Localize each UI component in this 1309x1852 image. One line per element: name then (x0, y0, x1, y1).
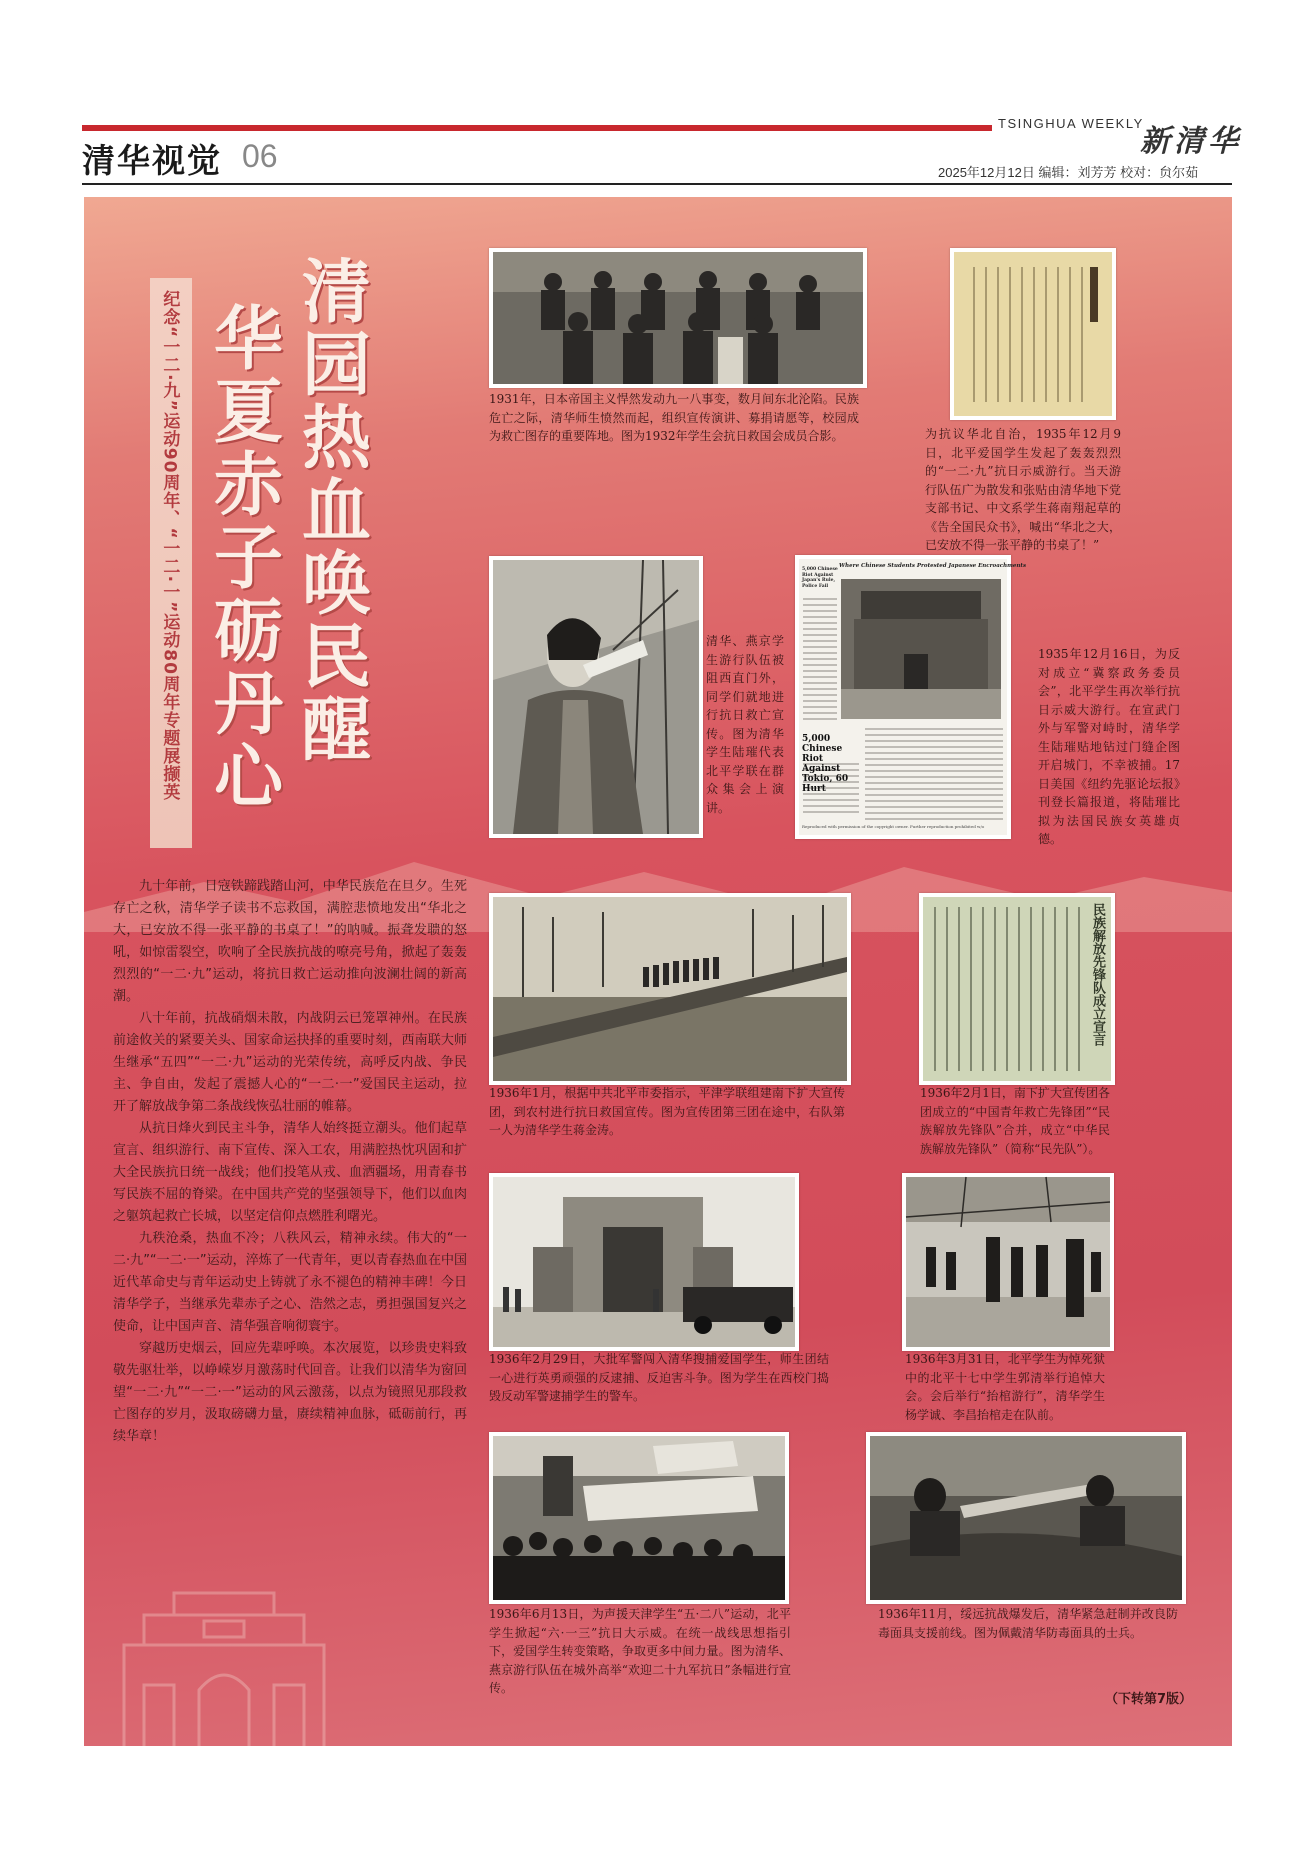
section-title: 清华视觉 (82, 141, 222, 180)
photo-soldiers-gas-masks (866, 1432, 1186, 1604)
feature-subtitle: 纪念“一二·九”运动90周年、“一二·一”运动80周年专题展撷英 (159, 290, 180, 801)
caption-5: 1936年1月，根据中共北平市委指示，平津学联组建南下扩大宣传团，到农村进行抗日救国宣传。图为宣传团第三团在途中，右队第一人为清华学生蒋金涛。 (489, 1086, 845, 1137)
newspaper-side-head: 5,000 Chinese Riot Against Japan's Rule, Police Fail (802, 567, 838, 589)
caption-9: 1936年6月13日，为声援天津学生“五·二八”运动，北平学生掀起“六·一三”抗日大示威。在统一战线思想指引下，爱国学生转变策略，争取更多中间力量。图为清华、燕京游行队伍在城外高举“欢迎二十九军抗日”条幅进行宣传。 (489, 1607, 791, 1695)
newspaper-lead: 5,000 Chinese Riot Against Tokio, 60 Hurt (802, 734, 849, 794)
caption-3: 清华、燕京学生游行队伍被阻西直门外，同学们就地进行抗日救亡宣传。图为清华学生陆璀代表北平学联在群众集会上演讲。 (706, 634, 784, 815)
page-number: 06 (242, 138, 278, 174)
feature-body (113, 876, 467, 1448)
caption-8: 1936年3月31日，北平学生为悼死狱中的北平十七中学生郭清举行追悼大会。会后举行“抬棺游行”，清华学生杨学诚、李昌抬棺走在队前。 (905, 1352, 1105, 1422)
caption-2: 为抗议华北自治，1935年12月9日，北平爱国学生发起了轰轰烈烈的“一二·九”抗日示威游行。当天游行队伍广为散发和张贴由清华地下党支部书记、中文系学生蒋南翔起草的《告全国民众书》，喊出“华北之大，已安放不得一张平静的书桌了！” (925, 427, 1121, 552)
photo-demonstration-banners (489, 1432, 789, 1604)
caption-6: 1936年2月1日，南下扩大宣传团各团成立的“中国青年救亡先锋团”“民族解放先锋队”合并，成立“中华民族解放先锋队”（简称“民先队”）。 (920, 1086, 1110, 1156)
header-red-rule (82, 125, 992, 131)
caption-4: 1935年12月16日，为反对成立“冀察政务委员会”，北平学生再次举行抗日示威大游行。在宣武门外与军警对峙时，清华学生陆璀贴地钻过门缝企图开启城门，不幸被捕。17日美国《纽约先驱论坛报》刊登长篇报道，将陆璀比拟为法国民族女英雄贞德。 (1038, 647, 1180, 846)
brand-logo: 新清华 (1140, 124, 1242, 159)
photo-coffin-procession (902, 1173, 1114, 1351)
newspaper-footer: Reproduced with permission of the copyright owner. Further reproduction prohibited w/o (802, 824, 985, 829)
photo-newspaper-clipping (795, 555, 1027, 839)
caption-1: 1931年，日本帝国主义悍然发动九一八事变，数月间东北沦陷。民族危亡之际，清华师生愤然而起，组织宣传演讲、募捐请愿等，校园成为救亡图存的重要阵地。图为1932年学生会抗日救国会成员合影。 (489, 392, 859, 443)
newspaper-headline: Where Chinese Students Protested Japanese Encroachments (839, 563, 1027, 569)
feature-title-line-1: 清园热血唤民醒 (290, 255, 370, 766)
continued-note: （下转第7版） (1105, 1692, 1193, 1707)
photo-liberation-vanguard-manifesto (919, 893, 1115, 1085)
photo-1932-group-portrait (489, 248, 867, 388)
caption-10: 1936年11月，绥远抗战爆发后，清华紧急赶制并改良防毒面具支援前线。图为佩戴清华防毒面具的士兵。 (878, 1607, 1178, 1640)
tsinghua-gate-illustration (104, 1575, 344, 1746)
photo-propaganda-troupe (489, 893, 851, 1085)
photo-manifesto-document (950, 248, 1116, 420)
feature-title-line-2: 华夏赤子砺丹心 (202, 302, 282, 813)
body-paragraph: 八十年前，抗战硝烟未散，内战阴云已笼罩神州。在民族前途攸关的紧要关头、国家命运抉择的重要时刻，西南联大师生继承“五四”“一二·九”运动的光荣传统，高呼反内战、争民主、争自由，发起了震撼人心的“一二·一”爱国民主运动，拉开了解放战争第二条战线恢弘壮丽的帷幕。 (113, 1011, 467, 1114)
body-paragraph: 九秩沧桑，热血不冷；八秩风云，精神永续。伟大的“一二·九”“一二·一”运动，淬炼了一代青年，更以青春热血在中国近代革命史与青年运动史上铸就了永不褪色的精神丰碑！今日清华学子，当继承先辈赤子之心、浩然之志，勇担强国复兴之使命，让中国声音、清华强音响彻寰宇。 (113, 1231, 467, 1334)
document-heading: 民族解放先锋队成立宣言 (1090, 903, 1105, 1046)
photo-speaker-lu-cui (489, 556, 703, 838)
body-paragraph: 从抗日烽火到民主斗争，清华人始终挺立潮头。他们起草宣言、组织游行、南下宣传、深入工农，用满腔热忱巩固和扩大全民族抗日统一战线；他们投笔从戎、血洒疆场，用青春书写民族不屈的脊梁。在中国共产党的坚强领导下，他们以血肉之躯筑起救亡长城，以坚定信仰点燃胜利曙光。 (113, 1121, 467, 1224)
photo-west-gate-police-car (489, 1173, 799, 1351)
issue-info: 2025年12月12日 编辑：刘芳芳 校对：贠尔茹 (938, 165, 1199, 180)
brand-english: TSINGHUA WEEKLY (998, 116, 1144, 131)
body-paragraph: 九十年前，日寇铁蹄践踏山河，中华民族危在旦夕。生死存亡之秋，清华学子读书不忘救国，满腔悲愤地发出“华北之大，已安放不得一张平静的书桌了！”的呐喊。振聋发聩的怒吼，如惊雷裂空，吹响了全民族抗战的嘹亮号角，掀起了轰轰烈烈的“一二·九”运动，将抗日救亡运动推向波澜壮阔的新高潮。 (113, 879, 467, 1004)
header-rule (82, 183, 1232, 185)
body-paragraph: 穿越历史烟云，回应先辈呼唤。本次展览，以珍贵史料致敬先驱壮举，以峥嵘岁月激荡时代回音。让我们以清华为窗回望“一二·九”“一二·一”运动的风云激荡，以点为镜照见那段救亡图存的岁月，汲取磅礴力量，赓续精神血脉，砥砺前行，再续华章！ (113, 1341, 467, 1444)
caption-7: 1936年2月29日，大批军警闯入清华搜捕爱国学生，师生团结一心进行英勇顽强的反逮捕、反迫害斗争。图为学生在西校门捣毁反动军警逮捕学生的警车。 (489, 1352, 829, 1403)
